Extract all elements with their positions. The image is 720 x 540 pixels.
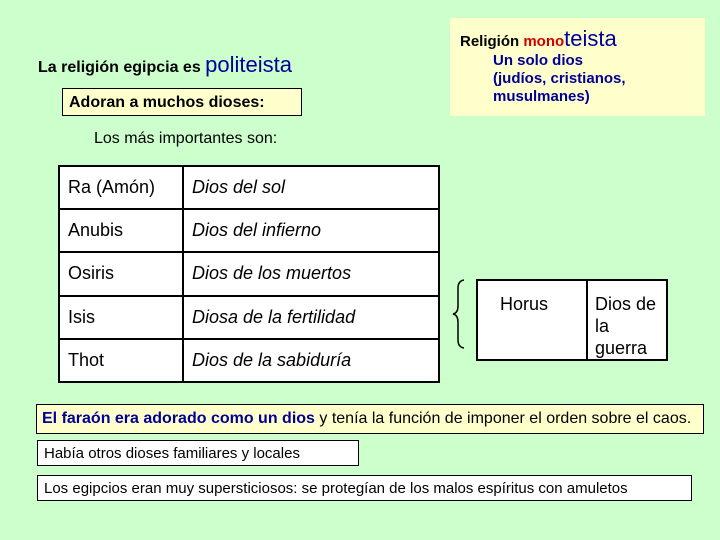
god-role: Diosa de la fertilidad [183, 296, 439, 339]
monotheism-desc-line: musulmanes) [493, 88, 590, 105]
monotheism-title [460, 26, 617, 52]
horus-role-line: Dios de [595, 294, 657, 314]
monotheism-title-suffix: teista [564, 26, 617, 51]
god-role: Dios de la sabiduría [183, 339, 439, 382]
god-role: Dios del sol [183, 166, 439, 209]
polytheism-emphasis: politeista [205, 52, 293, 77]
horus-role [587, 280, 667, 360]
table-row [477, 280, 667, 360]
faraon-rest: y tenía la función de imponer el orden sobre el caos. [314, 410, 692, 427]
monotheism-desc-line: Un solo dios [493, 52, 583, 69]
adoran-text: Adoran a muchos dioses: [69, 94, 265, 111]
adoran-box [62, 88, 302, 116]
table-row [59, 166, 439, 209]
horus-name: Horus [477, 280, 587, 360]
monotheism-box [450, 18, 705, 116]
god-name: Thot [59, 339, 183, 382]
polytheism-intro: La religión egipcia es [38, 59, 201, 76]
monotheism-description [493, 52, 626, 106]
table-row [59, 209, 439, 252]
faraon-box [36, 404, 704, 434]
supersticiosos-text: Los egipcios eran muy supersticiosos: se protegían de los malos espíritus con amuletos [44, 480, 628, 497]
god-name: Ra (Amón) [59, 166, 183, 209]
god-name: Isis [59, 296, 183, 339]
otros-box [37, 440, 359, 466]
god-role: Dios de los muertos [183, 252, 439, 295]
monotheism-title-prefix: Religión [460, 33, 520, 50]
horus-role-line: la guerra [595, 316, 648, 358]
horus-table [476, 279, 668, 361]
god-role: Dios del infierno [183, 209, 439, 252]
faraon-highlight: El faraón era adorado como un dios [42, 410, 315, 427]
monotheism-title-accent: mono [523, 33, 565, 50]
god-name: Anubis [59, 209, 183, 252]
gods-table [58, 165, 440, 383]
otros-text: Había otros dioses familiares y locales [44, 445, 300, 462]
table-row [59, 296, 439, 339]
monotheism-desc-line: (judíos, cristianos, [493, 70, 626, 87]
table-row [59, 252, 439, 295]
supersticiosos-box [37, 475, 692, 501]
polytheism-heading [38, 52, 292, 78]
god-name: Osiris [59, 252, 183, 295]
importantes-label: Los más importantes son: [94, 130, 278, 147]
table-row [59, 339, 439, 382]
curly-brace-icon [448, 278, 478, 350]
